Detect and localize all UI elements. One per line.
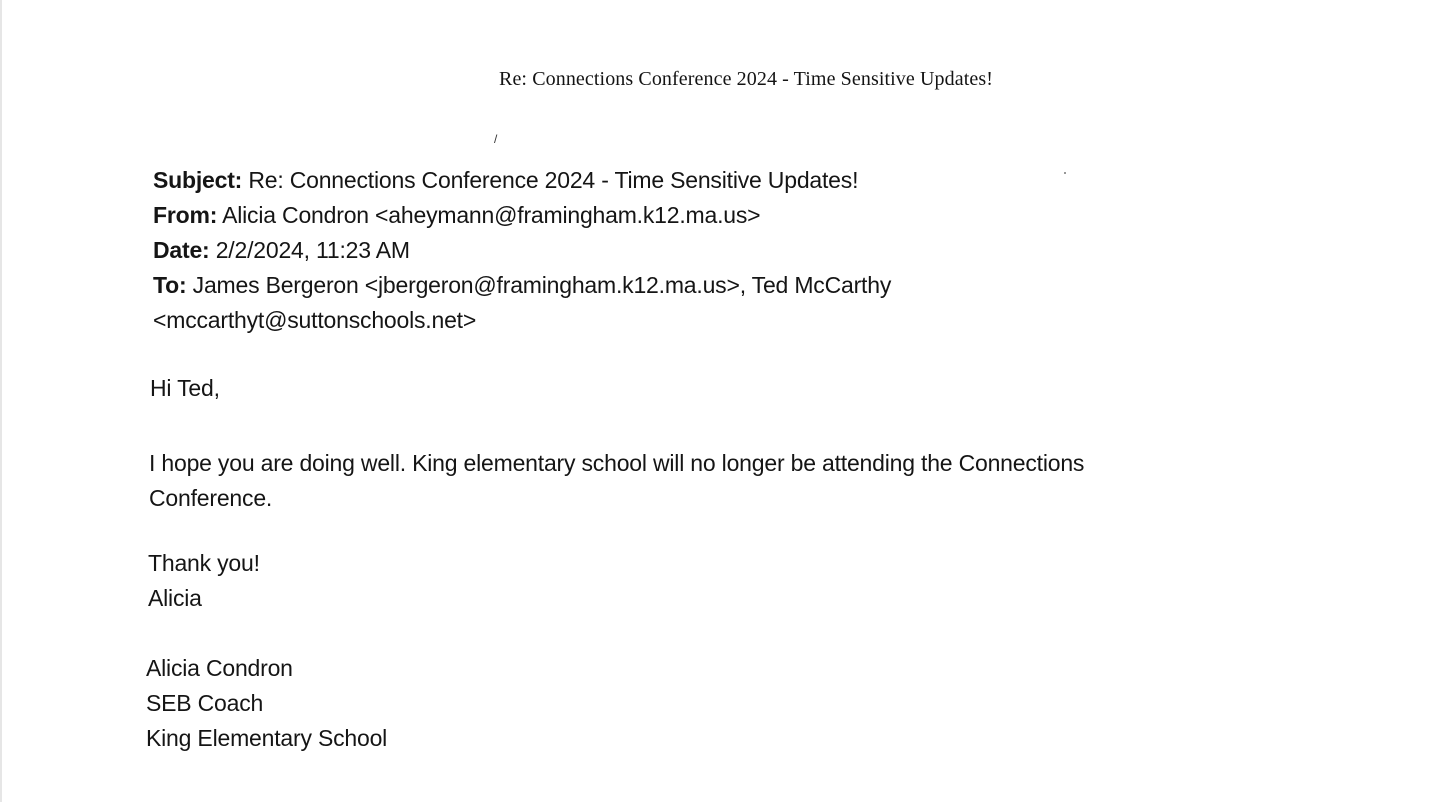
email-header (153, 163, 1253, 338)
closing-thanks: Thank you! (148, 550, 260, 576)
to-value-line2: <mccarthyt@suttonschools.net> (153, 307, 477, 333)
from-line (153, 198, 1253, 233)
to-value-line1: James Bergeron <jbergeron@framingham.k12.ma.us>, Ted McCarthy (186, 272, 892, 298)
from-label: From: (153, 202, 218, 228)
subject-line (153, 163, 1253, 198)
from-value: Alicia Condron <aheymann@framingham.k12.ma.us> (217, 202, 761, 228)
closing (148, 546, 260, 616)
to-line-continued (153, 303, 1253, 338)
greeting: Hi Ted, (150, 375, 220, 401)
date-label: Date: (153, 237, 210, 263)
signature-name: Alicia Condron (146, 655, 293, 681)
subject-label: Subject: (153, 167, 243, 193)
signature-block (146, 651, 387, 756)
to-line (153, 268, 1253, 303)
to-label: To: (153, 272, 187, 298)
subject-value: Re: Connections Conference 2024 - Time Sensitive Updates! (242, 167, 859, 193)
page-edge-divider (0, 0, 2, 802)
signature-organization: King Elementary School (146, 725, 388, 751)
date-line (153, 233, 1253, 268)
date-value: 2/2/2024, 11:23 AM (209, 237, 410, 263)
scan-tick-mark: / (494, 132, 498, 146)
message-line: Conference. (149, 485, 273, 511)
document-title: Re: Connections Conference 2024 - Time Sensitive Updates! (499, 68, 993, 90)
message-body (149, 446, 1269, 516)
closing-name: Alicia (148, 585, 202, 611)
message-line: I hope you are doing well. King elementary school will no longer be attending the Connections (149, 450, 1085, 476)
signature-role: SEB Coach (146, 690, 264, 716)
